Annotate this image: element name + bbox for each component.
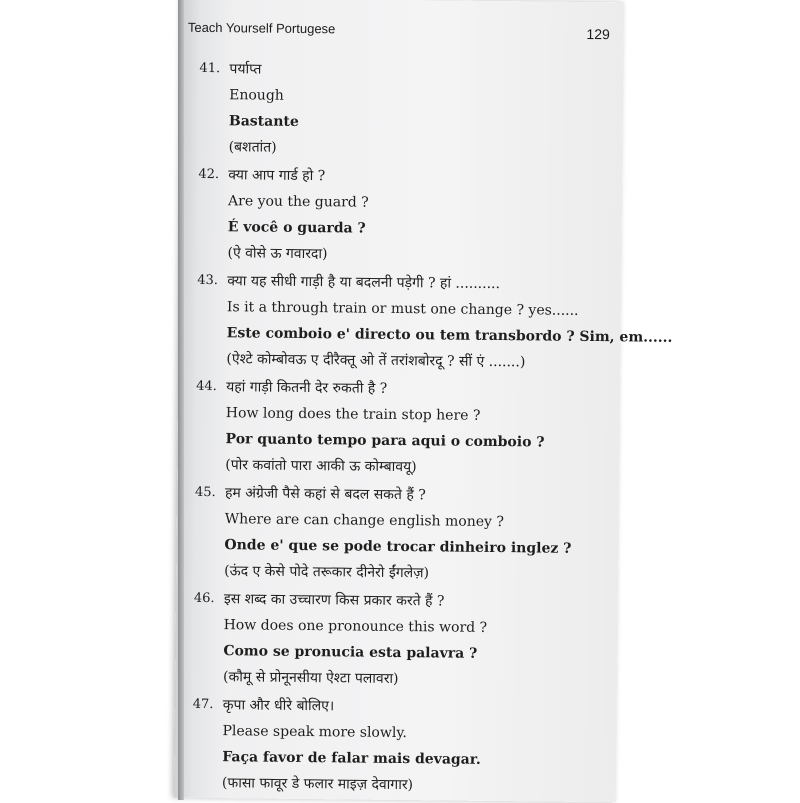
page-number: 129 (586, 25, 610, 43)
book-page (174, 0, 673, 802)
portuguese-phrase: Onde e' que se pode trocar dinheiro inglez ? (224, 537, 572, 557)
transliteration: (कौमू से प्रोनूनसीया ऐश्टा पलावरा) (223, 669, 399, 688)
english-phrase: Where are can change english money ? (224, 511, 505, 531)
portuguese-phrase: É você o guarda ? (227, 219, 366, 237)
hindi-phrase: क्या आप गार्ड हो ? (228, 167, 326, 185)
phrase-entry (193, 586, 612, 694)
entry-number: 43. (197, 272, 219, 289)
transliteration: (ऐश्टे कोम्बोवऊ ए दीरैक्तू ओ तें तरांशबोरदू ? सीं एं .......) (226, 351, 526, 371)
portuguese-phrase: Por quanto tempo para aqui o comboio ? (225, 431, 545, 451)
transliteration: (ऊंद ए केसे पोदे तरूकार दीनेरो ईंगलेज़) (224, 563, 430, 582)
phrase-entry (197, 162, 616, 270)
entry-number: 42. (198, 166, 220, 183)
transliteration: (पोर कवांतो पारा आकी ऊ कोम्बावयू) (225, 457, 417, 476)
entry-number: 46. (193, 590, 215, 607)
running-header: Teach Yourself Portugese (187, 19, 336, 37)
entry-number: 47. (192, 696, 214, 713)
hindi-phrase: इस शब्द का उच्चारण किस प्रकार करते हैं ? (223, 591, 445, 610)
entry-number: 45. (194, 484, 216, 501)
transliteration: (बशतांत) (228, 139, 277, 156)
hindi-phrase: पर्याप्त (229, 61, 262, 78)
english-phrase: Please speak more slowly. (222, 723, 407, 742)
phrase-entry (195, 374, 614, 482)
transliteration: (ऐ वोसे ऊ गवारदा) (227, 245, 328, 263)
english-phrase: Enough (229, 87, 284, 104)
hindi-phrase: यहां गाड़ी कितनी देर रुकती है ? (226, 379, 388, 397)
phrase-entry (194, 480, 613, 588)
phrase-entry (196, 268, 673, 376)
phrase-list (192, 56, 673, 802)
entry-number: 41. (199, 60, 221, 77)
portuguese-phrase: Bastante (228, 113, 299, 130)
transliteration: (फासा फावूर डे फलार माइज़ देवागार) (221, 775, 414, 794)
english-phrase: How long does the train stop here ? (225, 405, 481, 424)
phrase-entry (199, 56, 618, 164)
english-phrase: Is it a through train or must one change ? yes...... (226, 299, 579, 319)
entry-number: 44. (196, 378, 217, 395)
english-phrase: Are you the guard ? (227, 193, 369, 211)
portuguese-phrase: Como se pronucia esta palavra ? (223, 643, 478, 662)
english-phrase: How does one pronounce this word ? (223, 617, 488, 636)
hindi-phrase: हम अंग्रेजी पैसे कहां से बदल सकते हैं ? (224, 485, 426, 504)
phrase-entry (192, 692, 611, 800)
portuguese-phrase: Este comboio e' directo ou tem transbordo ? Sim, em...... (226, 325, 673, 346)
book-spine-shadow (178, 0, 184, 800)
hindi-phrase: क्या यह सीधी गाड़ी है या बदलनी पड़ेगी ? हां .......... (227, 273, 501, 293)
hindi-phrase: कृपा और धीरे बोलिए। (222, 697, 335, 715)
portuguese-phrase: Faça favor de falar mais devagar. (222, 749, 481, 768)
